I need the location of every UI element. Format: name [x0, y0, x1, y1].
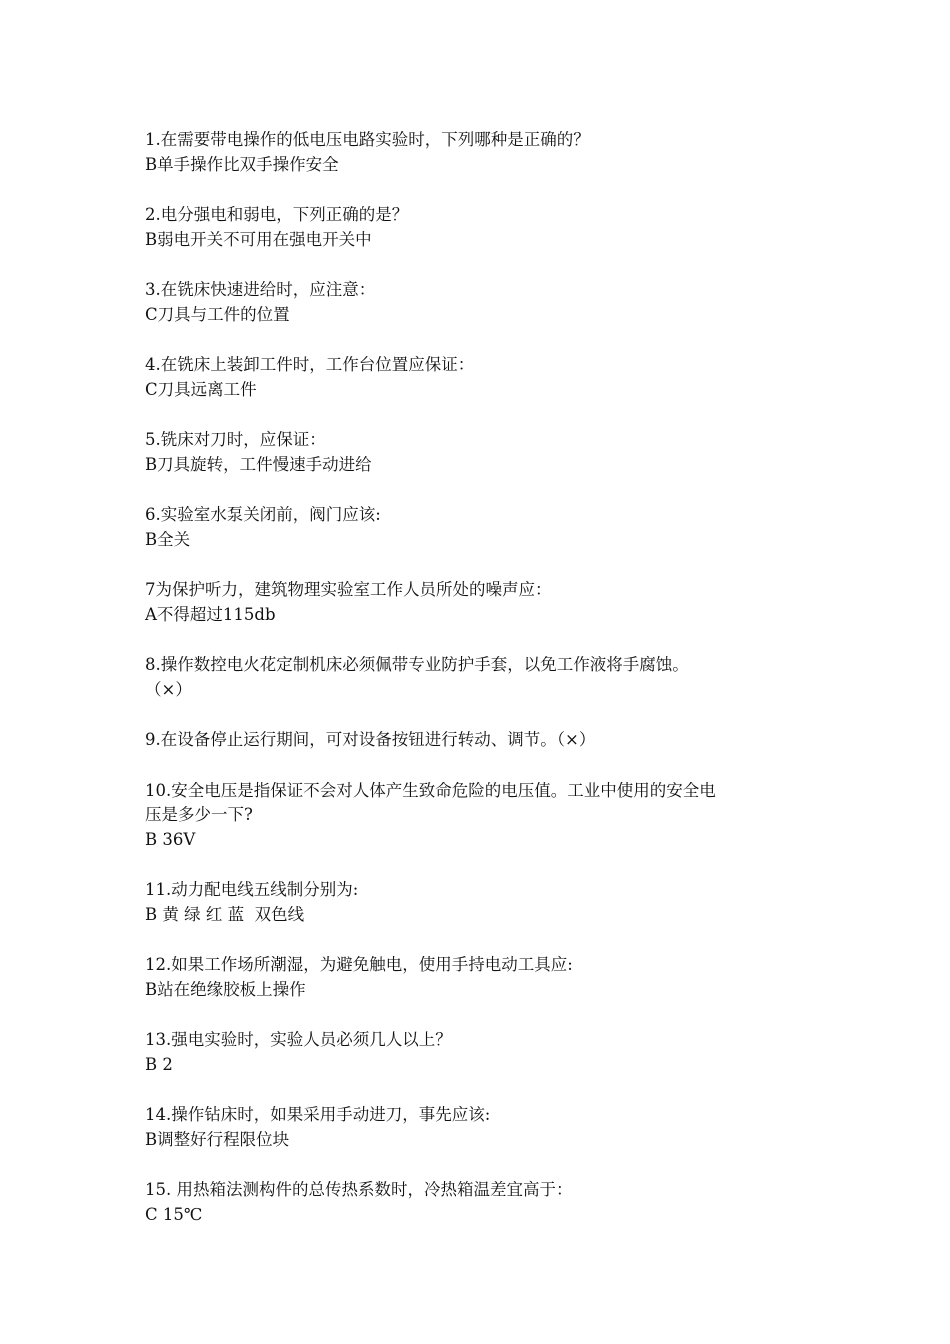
answer-text: C 15℃ [145, 1204, 203, 1224]
answer-text: B 36V [145, 829, 196, 849]
answer-text: B调整好行程限位块 [145, 1129, 290, 1149]
answer-text: B全关 [145, 529, 191, 549]
question-text: 11.动力配电线五线制分别为: [145, 880, 359, 899]
question-15 [145, 1178, 825, 1227]
question-text: 5.铣床对刀时，应保证： [145, 430, 326, 449]
question-2 [145, 203, 825, 252]
answer-text: B单手操作比双手操作安全 [145, 154, 339, 174]
answer-text: B 2 [145, 1054, 173, 1074]
question-text: 14.操作钻床时，如果采用手动进刀，事先应该: [145, 1105, 491, 1124]
question-text: 8.操作数控电火花定制机床必须佩带专业防护手套，以免工作液将手腐蚀。 [145, 655, 689, 674]
question-11 [145, 878, 825, 927]
question-text: 13.强电实验时，实验人员必须几人以上？ [145, 1030, 452, 1049]
question-1 [145, 128, 825, 177]
answer-text: B站在绝缘胶板上操作 [145, 979, 306, 999]
question-text: 10.安全电压是指保证不会对人体产生致命危险的电压值。工业中使用的安全电 [145, 780, 716, 800]
question-text: 3.在铣床快速进给时，应注意： [145, 280, 376, 299]
document-page [145, 128, 825, 1253]
question-text: 7为保护听力，建筑物理实验室工作人员所处的噪声应： [145, 580, 552, 599]
question-text: 2.电分强电和弱电，下列正确的是？ [145, 205, 409, 224]
answer-text: B弱电开关不可用在强电开关中 [145, 229, 372, 249]
question-13 [145, 1028, 825, 1077]
question-6 [145, 503, 825, 552]
answer-text: C刀具与工件的位置 [145, 304, 290, 324]
question-4 [145, 353, 825, 402]
answer-text: B 黄 绿 红 蓝 双色线 [145, 904, 305, 924]
question-12 [145, 953, 825, 1002]
question-text: 12.如果工作场所潮湿，为避免触电，使用手持电动工具应: [145, 955, 573, 974]
question-text: 15. 用热箱法测构件的总传热系数时，冷热箱温差宜高于： [145, 1180, 573, 1199]
question-5 [145, 428, 825, 477]
answer-text: C刀具远离工件 [145, 379, 257, 399]
question-text: 9.在设备停止运行期间，可对设备按钮进行转动、调节。（×） [145, 730, 596, 749]
question-text-continued: 压是多少一下? [145, 805, 253, 824]
question-10 [145, 779, 825, 853]
answer-text: （×） [145, 679, 192, 699]
question-8 [145, 653, 825, 702]
answer-text: A不得超过115db [145, 604, 276, 624]
question-7 [145, 578, 825, 627]
question-14 [145, 1103, 825, 1152]
question-3 [145, 278, 825, 327]
question-text: 1.在需要带电操作的低电压电路实验时，下列哪种是正确的？ [145, 130, 590, 149]
question-text: 6.实验室水泵关闭前，阀门应该: [145, 505, 381, 524]
answer-text: B刀具旋转，工件慢速手动进给 [145, 454, 372, 474]
question-9 [145, 728, 825, 753]
question-text: 4.在铣床上装卸工件时，工作台位置应保证： [145, 355, 475, 374]
